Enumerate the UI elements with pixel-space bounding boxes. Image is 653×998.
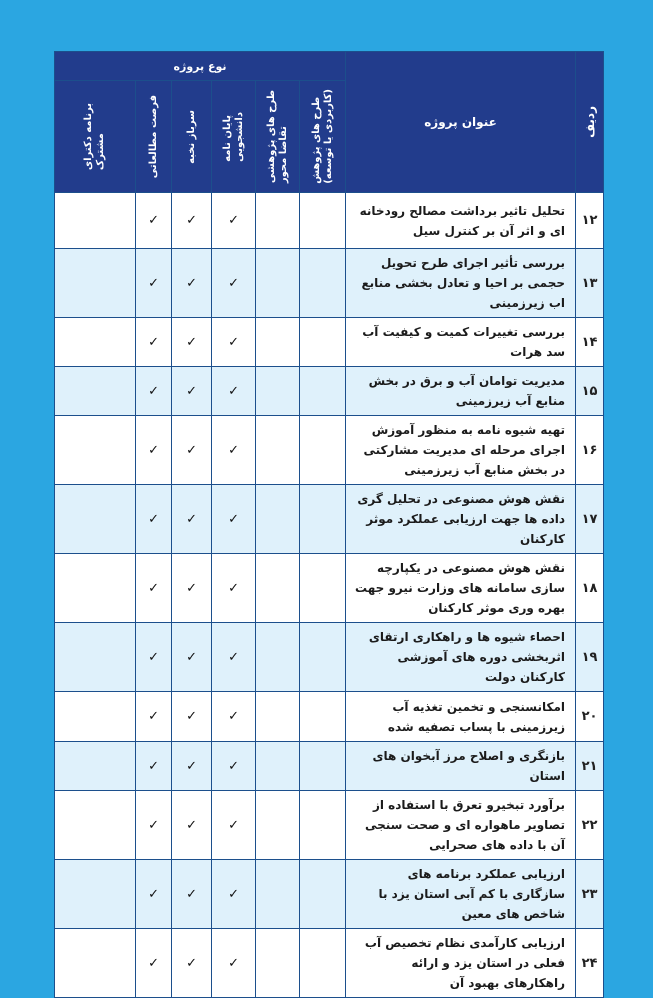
check-mark-icon: ✓ xyxy=(212,193,256,249)
empty-cell xyxy=(256,485,300,554)
type-elite-soldier: سرباز نخبه xyxy=(172,81,212,193)
empty-cell xyxy=(55,249,136,318)
empty-cell xyxy=(256,416,300,485)
check-mark-icon: ✓ xyxy=(172,367,212,416)
row-number: ۱۵ xyxy=(576,367,604,416)
type-student-thesis: پایان نامه دانشجویی xyxy=(212,81,256,193)
empty-cell xyxy=(256,692,300,742)
empty-cell xyxy=(300,692,346,742)
empty-cell xyxy=(256,742,300,791)
empty-cell xyxy=(256,249,300,318)
table-row xyxy=(55,416,604,485)
project-title-header: عنوان پروژه xyxy=(346,52,576,193)
project-title: ارزیابی کارآمدی نظام تخصیص آب فعلی در استان یزد و ارائه راهکارهای بهبود آن xyxy=(346,929,576,998)
table-row xyxy=(55,791,604,860)
row-number: ۱۳ xyxy=(576,249,604,318)
table-row xyxy=(55,860,604,929)
check-mark-icon: ✓ xyxy=(212,318,256,367)
row-number: ۲۳ xyxy=(576,860,604,929)
check-mark-icon: ✓ xyxy=(212,485,256,554)
empty-cell xyxy=(256,623,300,692)
empty-cell xyxy=(256,791,300,860)
check-mark-icon: ✓ xyxy=(212,623,256,692)
check-mark-icon: ✓ xyxy=(172,692,212,742)
row-number: ۲۴ xyxy=(576,929,604,998)
check-mark-icon: ✓ xyxy=(172,742,212,791)
empty-cell xyxy=(256,367,300,416)
check-mark-icon: ✓ xyxy=(136,485,172,554)
empty-cell xyxy=(300,791,346,860)
check-mark-icon: ✓ xyxy=(172,318,212,367)
empty-cell xyxy=(256,318,300,367)
type-sabbatical: فرصت مطالعاتی xyxy=(136,81,172,193)
type-demand-driven: طرح های پژوهشی تقاضا محور xyxy=(256,81,300,193)
table-row xyxy=(55,367,604,416)
empty-cell xyxy=(55,791,136,860)
empty-cell xyxy=(300,416,346,485)
check-mark-icon: ✓ xyxy=(136,554,172,623)
check-mark-icon: ✓ xyxy=(136,929,172,998)
row-number-header: ردیف xyxy=(576,52,604,193)
check-mark-icon: ✓ xyxy=(212,860,256,929)
empty-cell xyxy=(55,742,136,791)
check-mark-icon: ✓ xyxy=(212,791,256,860)
empty-cell xyxy=(55,193,136,249)
check-mark-icon: ✓ xyxy=(136,193,172,249)
check-mark-icon: ✓ xyxy=(212,554,256,623)
project-title: نقش هوش مصنوعی در یکپارچه سازی سامانه های وزارت نیرو جهت بهره وری موثر کارکنان xyxy=(346,554,576,623)
empty-cell xyxy=(300,485,346,554)
check-mark-icon: ✓ xyxy=(212,249,256,318)
empty-cell xyxy=(256,193,300,249)
empty-cell xyxy=(300,623,346,692)
table-row xyxy=(55,193,604,249)
project-title: نقش هوش مصنوعی در تحلیل گری داده ها جهت ارزیابی عملکرد موثر کارکنان xyxy=(346,485,576,554)
empty-cell xyxy=(55,692,136,742)
project-title: بررسی تغییرات کمیت و کیفیت آب سد هرات xyxy=(346,318,576,367)
project-title: امکانسنجی و تخمین تغذیه آب زیرزمینی با پساب تصفیه شده xyxy=(346,692,576,742)
table-row xyxy=(55,554,604,623)
check-mark-icon: ✓ xyxy=(212,929,256,998)
empty-cell xyxy=(55,554,136,623)
table-row xyxy=(55,249,604,318)
empty-cell xyxy=(55,623,136,692)
empty-cell xyxy=(256,929,300,998)
table-body xyxy=(55,193,604,998)
check-mark-icon: ✓ xyxy=(172,249,212,318)
empty-cell xyxy=(300,929,346,998)
table-row xyxy=(55,318,604,367)
project-title: بررسی تأثیر اجرای طرح تحویل حجمی بر احیا و تعادل بخشی منابع اب زیرزمینی xyxy=(346,249,576,318)
empty-cell xyxy=(300,860,346,929)
project-type-header: نوع پروژه xyxy=(55,52,346,81)
empty-cell xyxy=(55,485,136,554)
empty-cell xyxy=(300,249,346,318)
check-mark-icon: ✓ xyxy=(172,929,212,998)
project-title: برآورد تبخیرو تعرق با استفاده از تصاویر ماهواره ای و صحت سنجی آن با داده های صحرایی xyxy=(346,791,576,860)
empty-cell xyxy=(300,193,346,249)
empty-cell xyxy=(300,318,346,367)
check-mark-icon: ✓ xyxy=(136,367,172,416)
row-number: ۱۲ xyxy=(576,193,604,249)
table-row xyxy=(55,929,604,998)
project-title: تهیه شیوه نامه به منظور آموزش اجرای مرحله ای مدیریت مشارکتی در بخش منابع آب زیرزمینی xyxy=(346,416,576,485)
empty-cell xyxy=(300,742,346,791)
check-mark-icon: ✓ xyxy=(136,791,172,860)
project-title: تحلیل تاثیر برداشت مصالح رودخانه ای و اثر آن بر کنترل سیل xyxy=(346,193,576,249)
project-title: ارزیابی عملکرد برنامه های سازگاری با کم آبی استان یزد با شاخص های معین xyxy=(346,860,576,929)
projects-table xyxy=(54,51,604,998)
row-number: ۱۸ xyxy=(576,554,604,623)
row-number: ۱۷ xyxy=(576,485,604,554)
check-mark-icon: ✓ xyxy=(136,692,172,742)
table-row xyxy=(55,623,604,692)
check-mark-icon: ✓ xyxy=(212,367,256,416)
check-mark-icon: ✓ xyxy=(212,692,256,742)
row-number: ۲۱ xyxy=(576,742,604,791)
check-mark-icon: ✓ xyxy=(172,554,212,623)
check-mark-icon: ✓ xyxy=(136,623,172,692)
empty-cell xyxy=(55,860,136,929)
row-number: ۱۶ xyxy=(576,416,604,485)
table-header xyxy=(55,52,604,193)
empty-cell xyxy=(55,929,136,998)
table-row xyxy=(55,485,604,554)
check-mark-icon: ✓ xyxy=(172,485,212,554)
check-mark-icon: ✓ xyxy=(212,416,256,485)
check-mark-icon: ✓ xyxy=(212,742,256,791)
empty-cell xyxy=(55,416,136,485)
check-mark-icon: ✓ xyxy=(172,860,212,929)
project-title: بازنگری و اصلاح مرز آبخوان های استان xyxy=(346,742,576,791)
project-title: احصاء شیوه ها و راهکاری ارتقای اثربخشی دوره های آموزشی کارکنان دولت xyxy=(346,623,576,692)
table-row xyxy=(55,692,604,742)
check-mark-icon: ✓ xyxy=(136,416,172,485)
empty-cell xyxy=(256,554,300,623)
empty-cell xyxy=(256,860,300,929)
empty-cell xyxy=(300,554,346,623)
check-mark-icon: ✓ xyxy=(172,623,212,692)
row-number: ۱۴ xyxy=(576,318,604,367)
check-mark-icon: ✓ xyxy=(172,416,212,485)
empty-cell xyxy=(55,318,136,367)
row-number: ۲۰ xyxy=(576,692,604,742)
check-mark-icon: ✓ xyxy=(136,860,172,929)
table-row xyxy=(55,742,604,791)
check-mark-icon: ✓ xyxy=(172,791,212,860)
check-mark-icon: ✓ xyxy=(172,193,212,249)
project-title: مدیریت توامان آب و برق در بخش منابع آب زیرزمینی xyxy=(346,367,576,416)
empty-cell xyxy=(300,367,346,416)
row-number: ۱۹ xyxy=(576,623,604,692)
type-applied-research: طرح های پژوهش (کاربردی یا توسعه) xyxy=(300,81,346,193)
row-number: ۲۲ xyxy=(576,791,604,860)
check-mark-icon: ✓ xyxy=(136,249,172,318)
empty-cell xyxy=(55,367,136,416)
check-mark-icon: ✓ xyxy=(136,742,172,791)
check-mark-icon: ✓ xyxy=(136,318,172,367)
type-joint-phd: برنامه دکترای مشترک xyxy=(55,81,136,193)
